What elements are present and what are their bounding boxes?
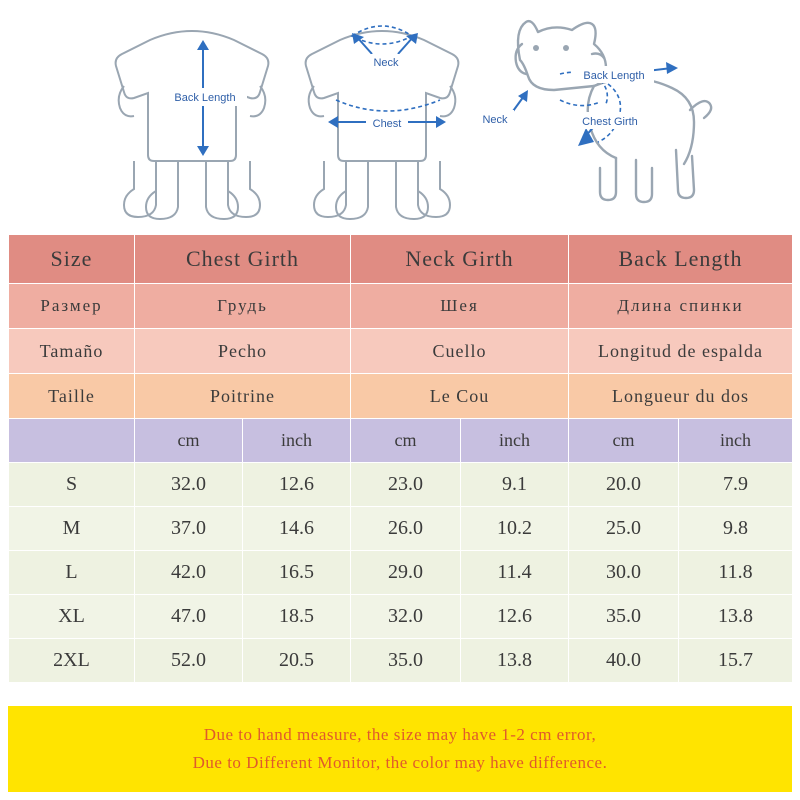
cell-neck-inch: 13.8 — [461, 639, 569, 683]
cell-back-cm: 40.0 — [569, 639, 679, 683]
header-neck-fr: Le Cou — [351, 374, 569, 419]
cell-back-cm: 35.0 — [569, 595, 679, 639]
header-chest-en: Chest Girth — [135, 235, 351, 284]
header-chest-ru: Грудь — [135, 284, 351, 329]
table-row — [9, 551, 793, 595]
diagram-label-back-length-front: Back Length — [174, 92, 236, 104]
cell-back-inch: 15.7 — [679, 639, 793, 683]
table-units-row — [9, 419, 793, 463]
size-table-wrapper — [8, 234, 792, 683]
cell-size: XL — [9, 595, 135, 639]
garment-front-illustration — [116, 31, 269, 219]
units-chest-cm: cm — [135, 419, 243, 463]
cell-size: M — [9, 507, 135, 551]
table-row — [9, 639, 793, 683]
units-back-cm: cm — [569, 419, 679, 463]
table-header-row-es — [9, 329, 793, 374]
cell-chest-cm: 32.0 — [135, 463, 243, 507]
cell-neck-inch: 12.6 — [461, 595, 569, 639]
cell-neck-cm: 26.0 — [351, 507, 461, 551]
cell-size: 2XL — [9, 639, 135, 683]
cell-neck-inch: 11.4 — [461, 551, 569, 595]
cell-chest-inch: 18.5 — [243, 595, 351, 639]
dog-illustration — [516, 21, 712, 202]
header-neck-en: Neck Girth — [351, 235, 569, 284]
header-chest-es: Pecho — [135, 329, 351, 374]
diagram-label-chest-girth-dog: Chest Girth — [582, 116, 638, 128]
units-back-inch: inch — [679, 419, 793, 463]
header-size-ru: Размер — [9, 284, 135, 329]
diagram-label-neck-dog: Neck — [482, 114, 508, 126]
header-size-fr: Taille — [9, 374, 135, 419]
cell-neck-inch: 9.1 — [461, 463, 569, 507]
header-back-en: Back Length — [569, 235, 793, 284]
cell-chest-inch: 20.5 — [243, 639, 351, 683]
cell-size: L — [9, 551, 135, 595]
table-row — [9, 507, 793, 551]
cell-chest-inch: 12.6 — [243, 463, 351, 507]
diagram-label-neck-back: Neck — [373, 57, 399, 69]
cell-back-cm: 20.0 — [569, 463, 679, 507]
cell-chest-inch: 16.5 — [243, 551, 351, 595]
header-back-es: Longitud de espalda — [569, 329, 793, 374]
cell-back-inch: 7.9 — [679, 463, 793, 507]
cell-chest-inch: 14.6 — [243, 507, 351, 551]
header-back-ru: Длина спинки — [569, 284, 793, 329]
table-header-row-fr — [9, 374, 793, 419]
size-chart-table — [8, 234, 793, 683]
cell-neck-cm: 23.0 — [351, 463, 461, 507]
table-row — [9, 463, 793, 507]
cell-back-inch: 9.8 — [679, 507, 793, 551]
table-row — [9, 595, 793, 639]
units-chest-inch: inch — [243, 419, 351, 463]
cell-back-inch: 13.8 — [679, 595, 793, 639]
cell-chest-cm: 52.0 — [135, 639, 243, 683]
units-neck-inch: inch — [461, 419, 569, 463]
cell-size: S — [9, 463, 135, 507]
chest-dashed-line — [336, 100, 440, 111]
cell-back-cm: 25.0 — [569, 507, 679, 551]
header-back-fr: Longueur du dos — [569, 374, 793, 419]
units-neck-cm: cm — [351, 419, 461, 463]
cell-neck-cm: 29.0 — [351, 551, 461, 595]
cell-chest-cm: 37.0 — [135, 507, 243, 551]
note-line-2: Due to Different Monitor, the color may have difference. — [192, 753, 608, 772]
header-neck-ru: Шея — [351, 284, 569, 329]
cell-neck-cm: 32.0 — [351, 595, 461, 639]
cell-back-inch: 11.8 — [679, 551, 793, 595]
table-header-row-ru — [9, 284, 793, 329]
disclaimer-note — [8, 706, 792, 792]
cell-back-cm: 30.0 — [569, 551, 679, 595]
header-size-es: Tamaño — [9, 329, 135, 374]
cell-neck-inch: 10.2 — [461, 507, 569, 551]
units-blank — [9, 419, 135, 463]
note-line-1: Due to hand measure, the size may have 1-2 cm error, — [203, 725, 597, 744]
cell-chest-cm: 42.0 — [135, 551, 243, 595]
cell-neck-cm: 35.0 — [351, 639, 461, 683]
header-size-en: Size — [9, 235, 135, 284]
header-chest-fr: Poitrine — [135, 374, 351, 419]
diagram-label-back-length-dog: Back Length — [583, 70, 645, 82]
diagram-label-chest-back: Chest — [372, 118, 402, 130]
header-neck-es: Cuello — [351, 329, 569, 374]
table-header-row-en — [9, 235, 793, 284]
measurement-diagram — [0, 0, 800, 232]
cell-chest-cm: 47.0 — [135, 595, 243, 639]
